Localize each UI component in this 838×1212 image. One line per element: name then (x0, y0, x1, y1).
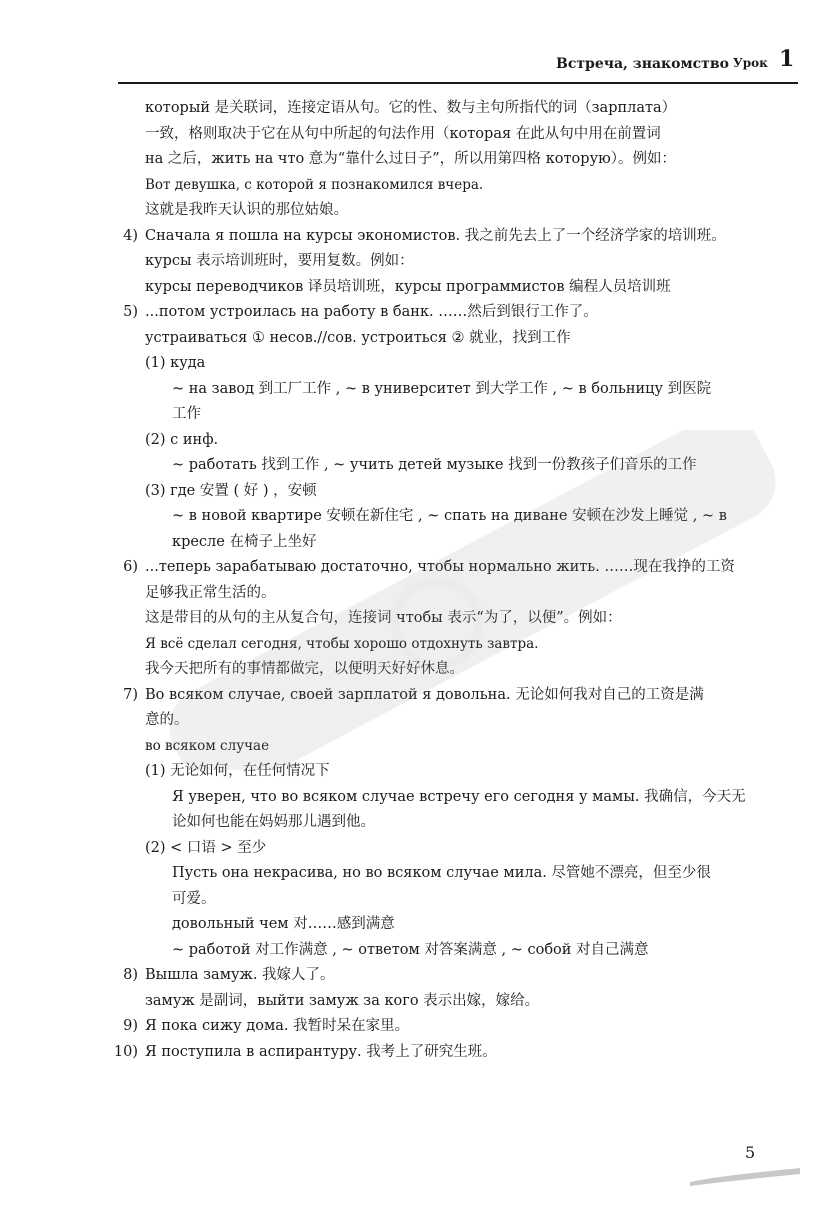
usage-example: Я уверен, что во всяком случае встречу его сегодня у мамы. 我确信，今天无 (172, 788, 746, 805)
text-line: который 是关联词，连接定语从句。它的性、数与主句所指代的词（зарплата） (145, 100, 677, 116)
text-line: курсы переводчиков 译员培训班，курсы программистов 编程人员培训班 (145, 278, 671, 295)
header-rule (118, 82, 798, 84)
page-number: 5 (745, 1143, 756, 1162)
note-number: 4) (123, 227, 138, 244)
example-translation: 我今天把所有的事情都做完，以便明天好好休息。 (145, 661, 464, 677)
page-content (100, 96, 780, 1065)
note-item (100, 963, 780, 989)
note-number: 7) (123, 686, 138, 703)
note-text: Во всяком случае, своей зарплатой я довольна. 无论如何我对自己的工资是满 (145, 686, 704, 703)
usage-heading: (1) 无论如何，在任何情况下 (145, 763, 330, 779)
example-sentence: Вот девушка, с которой я познакомился вчера. (145, 176, 484, 193)
note-number: 9) (123, 1018, 138, 1034)
example-translation: 这就是我昨天认识的那位姑娘。 (145, 202, 348, 218)
note-item (100, 300, 780, 326)
usage-example: ~ работать 找到工作 , ~ учить детей музыке 找到一份教孩子们音乐的工作 (172, 457, 697, 473)
text-line: 意的。 (145, 712, 189, 728)
usage-example: кресле 在椅子上坐好 (172, 533, 317, 550)
text-line: во всяком случае (145, 737, 270, 754)
note-item (100, 1014, 780, 1040)
usage-example: ~ в новой квартире 安顿在新住宅 , ~ спать на диване 安顿在沙发上睡觉 , ~ в (172, 508, 727, 524)
page-corner-brush (690, 1160, 800, 1190)
usage-example: 可爱。 (172, 890, 216, 907)
note-number: 6) (123, 559, 138, 575)
text-line: 这是带目的从句的主从复合句，连接词 чтобы 表示“为了，以便”。例如： (145, 610, 622, 626)
note-text: Я пока сижу дома. 我暂时呆在家里。 (145, 1018, 410, 1034)
text-line: курсы 表示培训班时，要用复数。例如： (145, 253, 414, 269)
lesson-label: Урок (733, 56, 768, 70)
usage-example: 论如何也能在妈妈那儿遇到他。 (172, 814, 375, 830)
note-item (100, 224, 780, 250)
text-line: замуж 是副词，выйти замуж за кого 表示出嫁，嫁给。 (145, 992, 540, 1009)
note-text: Сначала я пошла на курсы экономистов. 我之前先去上了一个经济学家的培训班。 (145, 227, 726, 244)
note-item (100, 555, 780, 581)
usage-heading: (3) где 安置 ( 好 ) ，安顿 (145, 482, 317, 499)
text-line: 足够我正常生活的。 (145, 584, 276, 601)
running-header-title: Встреча, знакомство (556, 56, 729, 72)
note-item (100, 1040, 780, 1066)
note-number: 8) (123, 967, 138, 983)
usage-heading: (1) куда (145, 355, 206, 371)
text-line: 一致，格则取决于它在从句中所起的句法作用（которая 在此从句中用在前置词 (145, 125, 661, 142)
note-item (100, 683, 780, 709)
text-line: на 之后，жить на что 意为“靠什么过日子”，所以用第四格 которую）。例如： (145, 151, 676, 167)
example-sentence: Я всё сделал сегодня, чтобы хорошо отдохнуть завтра. (145, 635, 539, 652)
note-text: Вышла замуж. 我嫁人了。 (145, 967, 335, 983)
note-text: ...теперь зарабатываю достаточно, чтобы нормально жить. ……现在我挣的工资 (145, 559, 735, 575)
usage-example: ~ на завод 到工厂工作 , ~ в университет 到大学工作 , ~ в больницу 到医院 (172, 380, 712, 397)
usage-heading: довольный чем 对……感到满意 (172, 916, 395, 932)
note-text: Я поступила в аспирантуру. 我考上了研究生班。 (145, 1043, 497, 1060)
usage-example: ~ работой 对工作满意 , ~ ответом 对答案满意 , ~ собой 对自己满意 (172, 941, 649, 958)
usage-heading: (2) < 口语 > 至少 (145, 839, 267, 856)
usage-heading: (2) с инф. (145, 431, 219, 448)
note-text: ...потом устроилась на работу в банк. ……然后到银行工作了。 (145, 304, 598, 320)
text-line: устраиваться ① несов.//сов. устроиться ② 就业，找到工作 (145, 329, 571, 346)
usage-example: 工作 (172, 406, 201, 422)
note-number: 10) (113, 1043, 138, 1060)
note-number: 5) (123, 304, 138, 320)
usage-example: Пусть она некрасива, но во всяком случае мила. 尽管她不漂亮，但至少很 (172, 865, 711, 881)
lesson-number: 1 (779, 46, 795, 72)
